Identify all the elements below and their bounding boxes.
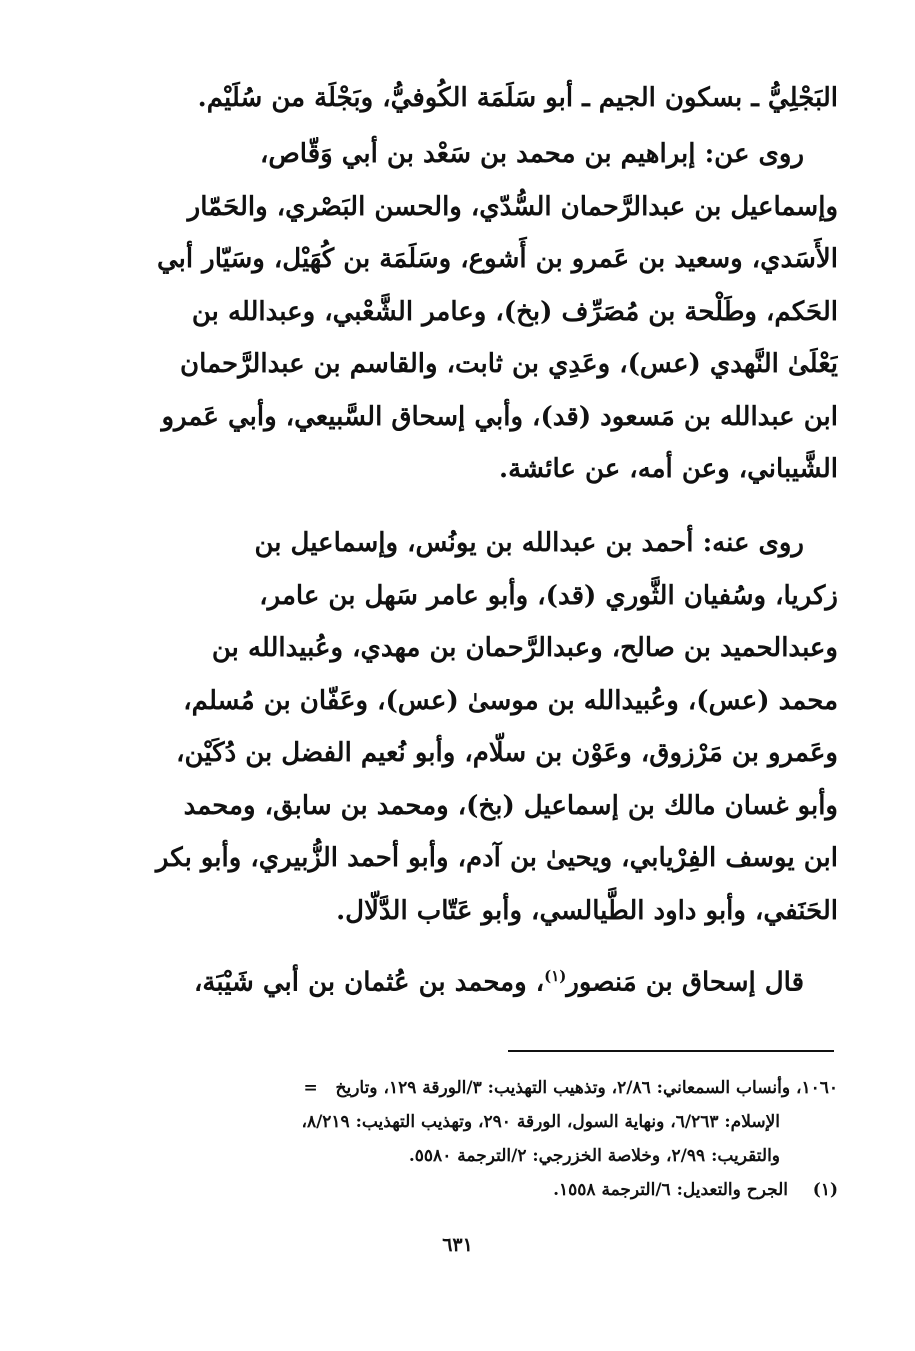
footnote-reference[interactable]: (١): [544, 967, 567, 985]
text-line: محمد (عس)، وعُبيدالله بن موسىٰ (عس)، وعَفّان بن مُسلم،: [183, 685, 838, 716]
footnote-1: [132, 1173, 838, 1207]
text-line: البَجْلِيُّ ـ بسكون الجيم ـ أبو سَلَمَة الكُوفيُّ، وبَجْلَة من سُلَيْم.: [197, 83, 838, 113]
text-line: زكريا، وسُفيان الثَّوري (قد)، وأبو عامر سَهل بن عامر،: [259, 580, 838, 611]
text-line: الحَكم، وطَلْحة بن مُصَرِّف (بخ)، وعامر الشَّعْبي، وعبدالله بن: [191, 296, 838, 327]
text-line-rest: إبراهيم بن محمد بن سَعْد بن أبي وَقّاص،: [259, 139, 705, 169]
text-line: وإسماعيل بن عبدالرَّحمان السُّدّي، والحسن البَصْري، والحَمّار: [187, 191, 838, 222]
footnote-divider: [508, 1050, 834, 1052]
text-line: يَعْلَىٰ النَّهدي (عس)، وعَدِي بن ثابت، والقاسم بن عبدالرَّحمان: [179, 349, 838, 379]
text-line: الأَسَدي، وسعيد بن عَمرو بن أَشوع، وسَلَمَة بن كُهَيْل، وسَيّار أبي: [156, 244, 838, 274]
text-line: [132, 517, 838, 570]
footnote-1-text: الجرح والتعديل: ٦/الترجمة ١٥٥٨.: [553, 1180, 788, 1200]
text-line: ابن عبدالله بن مَسعود (قد)، وأبي إسحاق السَّبيعي، وأبي عَمرو: [161, 401, 838, 432]
paragraph-intro: [132, 72, 838, 125]
section-lead-narrated-from: روى عن:: [704, 139, 804, 169]
footnote-1-marker: (١): [812, 1180, 838, 1200]
paragraph-narrated-from: [132, 128, 838, 496]
footnote-line: [132, 1071, 838, 1105]
paragraph-narrated-by: [132, 517, 838, 937]
continuation-marker: =: [303, 1078, 318, 1098]
text-line: الشَّيباني، وعن أمه، عن عائشة.: [499, 454, 838, 484]
page-number: ٦٣١: [442, 1234, 473, 1256]
text-line: وعبدالحميد بن صالح، وعبدالرَّحمان بن مهدي، وعُبيدالله بن: [211, 633, 838, 663]
text-line: [132, 128, 838, 181]
footnote-line: الإسلام: ٦/٢٦٣، ونهاية السول، الورقة ٢٩٠، وتهذيب التهذيب: ٨/٢١٩،: [301, 1112, 780, 1132]
text-line: ابن يوسف الفِرْيابي، ويحيىٰ بن آدم، وأبو أحمد الزُّبيري، وأبو بكر: [155, 843, 838, 873]
text-segment: قال إسحاق بن مَنصور: [566, 967, 804, 998]
footnote-text: ١٠٦٠، وأنساب السمعاني: ٢/٨٦، وتذهيب التهذيب: ٣/الورقة ١٢٩، وتاريخ: [335, 1078, 838, 1098]
text-line: وعَمرو بن مَرْزوق، وعَوْن بن سلّام، وأبو نُعيم الفضل بن دُكَيْن،: [176, 738, 838, 768]
footnotes-block: [132, 1071, 838, 1207]
text-line: [132, 950, 838, 1003]
text-line: وأبو غسان مالك بن إسماعيل (بخ)، ومحمد بن سابق، ومحمد: [183, 790, 838, 821]
text-line: الحَنَفي، وأبو داود الطَّيالسي، وأبو عَتّاب الدَّلّال.: [336, 895, 838, 926]
footnote-line: والتقريب: ٢/٩٩، وخلاصة الخزرجي: ٢/الترجمة ٥٥٨٠.: [408, 1146, 780, 1166]
text-segment: ، ومحمد بن عُثمان بن أبي شَيْبَة،: [194, 967, 545, 998]
footnote-continuation: [132, 1071, 838, 1173]
section-lead-narrated-by: روى عنه:: [702, 528, 804, 558]
paragraph-said: [132, 950, 838, 1003]
text-line-rest: أحمد بن عبدالله بن يونُس، وإسماعيل بن: [254, 528, 703, 558]
